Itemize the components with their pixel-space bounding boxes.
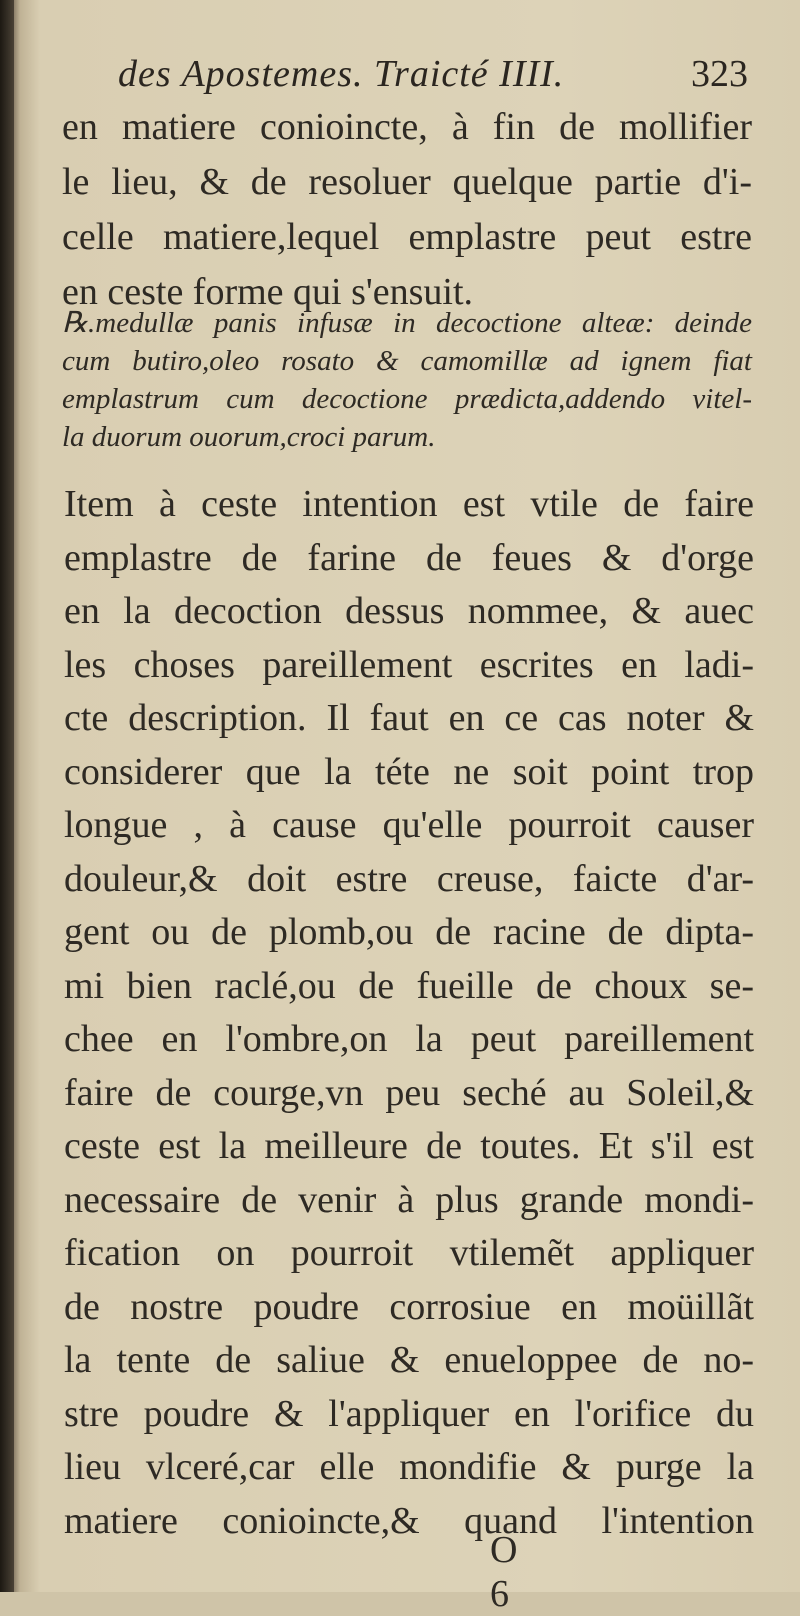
running-title: des Apostemes. Traicté IIII. <box>118 53 565 95</box>
page-number: 323 <box>691 53 748 95</box>
text-line: en ceste forme qui s'ensuit. <box>62 271 474 313</box>
text-line: faire de courge,vn peu seché au Soleil,& <box>64 1071 754 1114</box>
text-line: les choses pareillement escrites en ladi- <box>64 643 754 686</box>
text-line: Item à ceste intention est vtile de faire <box>64 483 754 525</box>
text-line: stre poudre & l'appliquer en l'orifice du <box>64 1392 754 1435</box>
recipe-line: la duorum ouorum,croci parum. <box>62 421 436 453</box>
recipe-line: cum butiro,oleo rosato & camomillæ ad ignem fiat <box>62 345 752 377</box>
signature-mark: O 6 <box>490 1529 540 1615</box>
text-line: cte description. Il faut en ce cas noter & <box>64 697 754 739</box>
paragraph-2 <box>64 478 754 1548</box>
text-line: douleur,& doit estre creuse, faicte d'ar- <box>64 857 754 900</box>
text-line: fication on pourroit vtilemẽt appliquer <box>64 1232 754 1274</box>
recipe-line: emplastrum cum decoctione prædicta,addendo vitel- <box>62 383 752 415</box>
text-line: matiere conioincte,& quand l'intention <box>64 1499 754 1542</box>
text-line: chee en l'ombre,on la peut pareillement <box>64 1018 754 1060</box>
text-line: de nostre poudre corrosiue en moüillãt <box>64 1285 754 1328</box>
text-line: celle matiere,lequel emplastre peut estre <box>62 216 752 258</box>
text-line: en matiere conioincte, à fin de mollifier <box>62 106 752 148</box>
text-line: la tente de saliue & enueloppee de no- <box>64 1339 754 1381</box>
text-line: longue , à cause qu'elle pourroit causer <box>64 804 754 846</box>
text-line: lieu vlceré,car elle mondifie & purge la <box>64 1446 754 1488</box>
page-header <box>118 46 748 102</box>
text-line: considerer que la téte ne soit point trop <box>64 750 754 793</box>
text-line: emplastre de farine de feues & d'orge <box>64 536 754 579</box>
latin-recipe <box>62 304 752 456</box>
text-line: gent ou de plomb,ou de racine de dipta- <box>64 911 754 953</box>
recipe-line: ℞.medullæ panis infusæ in decoctione alteæ: deinde <box>62 307 752 339</box>
text-line: en la decoction dessus nommee, & auec <box>64 590 754 632</box>
text-line: ceste est la meilleure de toutes. Et s'il est <box>64 1125 754 1167</box>
text-line: le lieu, & de resoluer quelque partie d'i- <box>62 161 752 203</box>
text-line: mi bien raclé,ou de fueille de choux se- <box>64 964 754 1007</box>
text-line: necessaire de venir à plus grande mondi- <box>64 1178 754 1221</box>
paragraph-1 <box>62 100 752 320</box>
binding-gutter <box>0 0 14 1592</box>
